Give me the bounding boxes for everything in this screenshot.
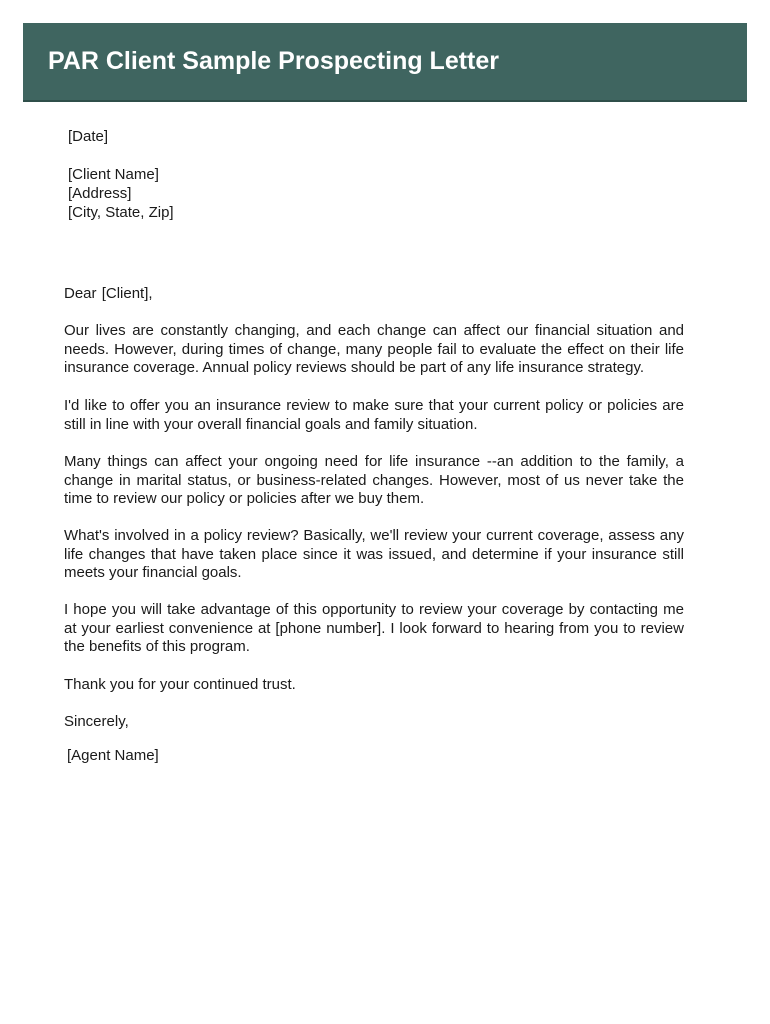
closing-line: Sincerely, [64,713,129,730]
paragraph-life-changes: Many things can affect your ongoing need for life insurance --an addition to the family, a change in marital status, or business-related changes. However, most of us never take the time to review our policy or policies after we buy them. [64,453,684,508]
date-placeholder: [Date] [68,128,109,145]
paragraph-policy-review: What's involved in a policy review? Basically, we'll review your current coverage, assess any life changes that have taken place since it was issued, and determine if your insurance still meets your financial goals. [64,527,684,582]
thanks-line: Thank you for your continued trust. [64,676,296,693]
salutation [64,285,153,304]
address-placeholder: [Address] [68,185,132,202]
client-name-placeholder: [Client Name] [68,166,159,183]
paragraph-call-to-action: I hope you will take advantage of this opportunity to review your coverage by contacting me at your earliest convenience at [phone number]. I look forward to hearing from you to review the benefits of this program. [64,601,684,656]
header-banner [23,23,747,102]
page-title: PAR Client Sample Prospecting Letter [48,47,500,75]
salutation-client: [Client], [101,285,153,302]
signature-placeholder: [Agent Name] [67,747,159,764]
paragraph-intro: Our lives are constantly changing, and each change can affect our financial situation and needs. However, during times of change, many people fail to evaluate the effect on their life insurance coverage. Annual policy reviews should be part of any life insurance strategy. [64,322,684,377]
city-state-zip-placeholder: [City, State, Zip] [68,204,174,221]
paragraph-offer: I'd like to offer you an insurance review to make sure that your current policy or policies are still in line with your overall financial goals and family situation. [64,397,684,433]
salutation-prefix: Dear [64,285,97,302]
